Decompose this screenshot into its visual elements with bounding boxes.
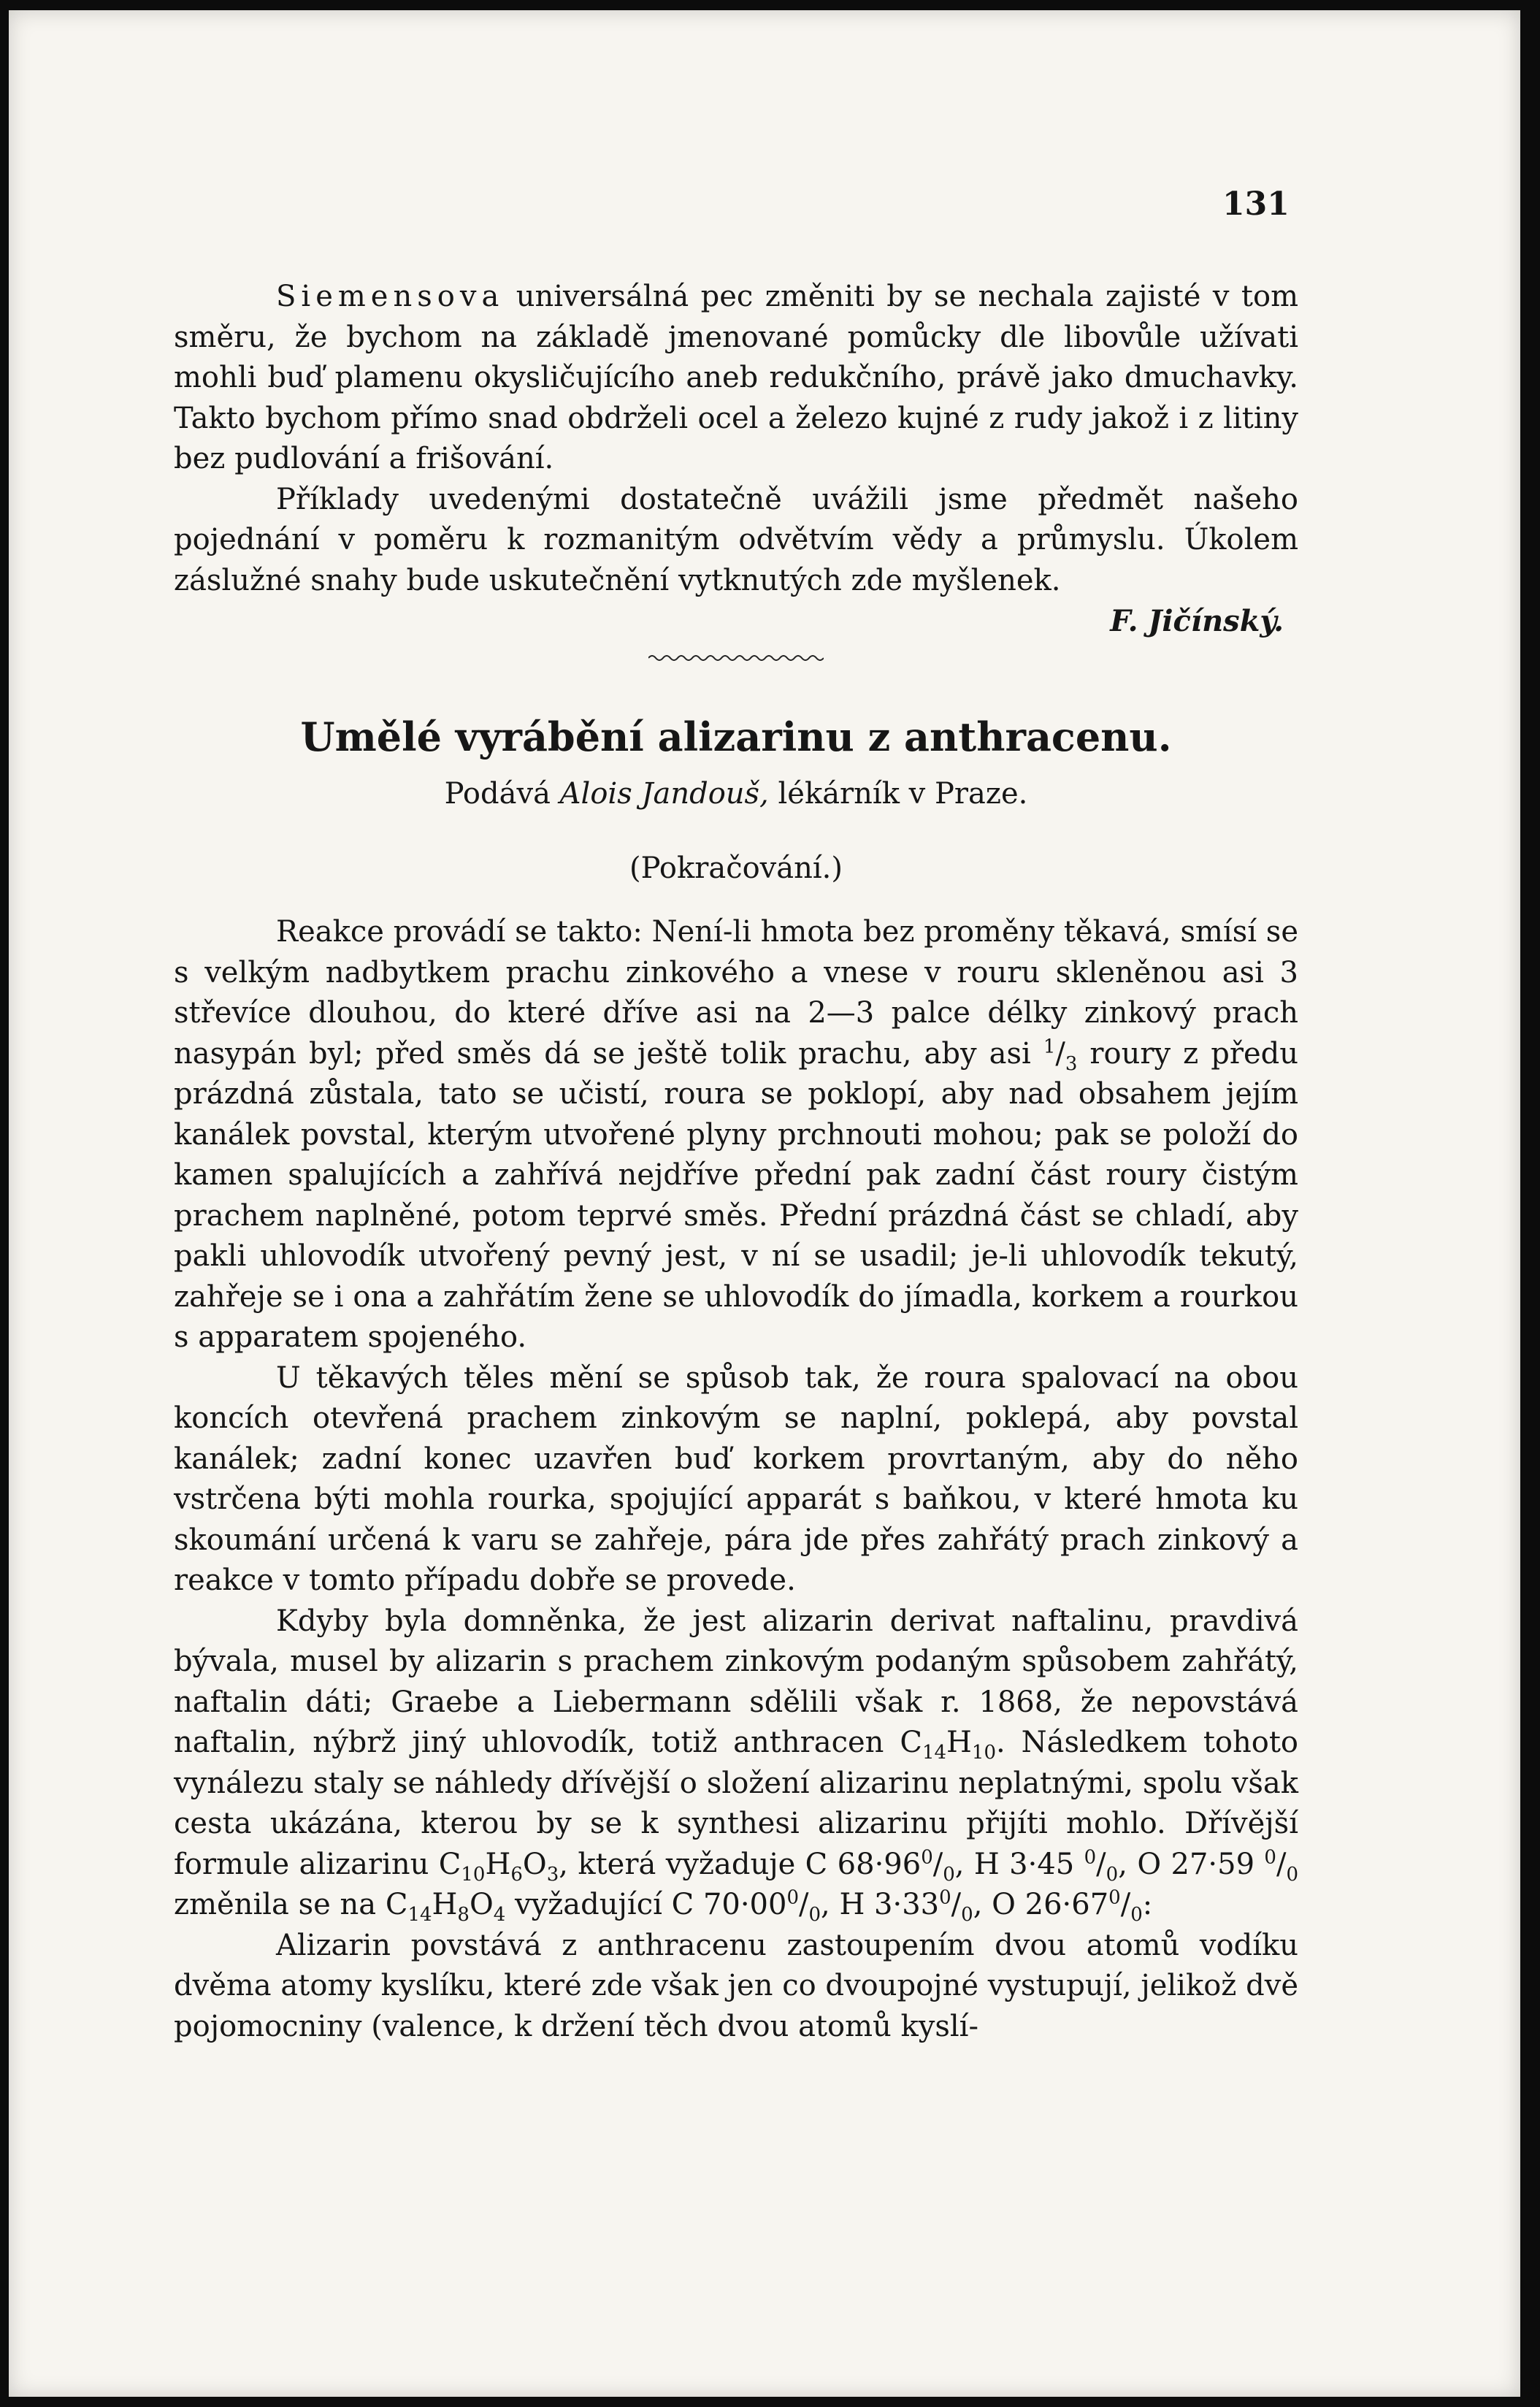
byline-author: Alois Jandouš,	[559, 777, 769, 811]
paragraph-anthracene	[174, 1602, 1298, 1926]
subscript: 3	[546, 1863, 559, 1886]
element-symbol: C	[438, 1847, 461, 1881]
subscript: 4	[493, 1904, 506, 1926]
formula-old-alizarin	[438, 1847, 559, 1886]
fraction-slash: /	[1055, 1036, 1065, 1071]
text-run: vyžadující C 70·00	[505, 1888, 787, 1921]
paragraph-conclusion: Příklady uvedenými dostatečně uvážili jsme předmět našeho pojednání v poměru k rozmanitým odvětvím vědy a průmyslu. Úkolem záslužné snahy bude uskutečnění vytknutých zde myšlenek.	[174, 482, 1298, 597]
text-run: . Následkem tohoto vynálezu staly se náhledy dřívější o složení alizarinu neplatnými, spolu však cesta ukázána, kterou by se k synthesi alizarinu přijíti mohlo. Dřívější formule alizarinu	[174, 1726, 1298, 1881]
subscript: 8	[457, 1904, 470, 1926]
percent-sign: $^0/_0$	[1264, 1846, 1298, 1886]
text-run: , O 27·59	[1118, 1847, 1265, 1881]
continued-note: (Pokračování.)	[629, 851, 843, 885]
paragraph-alizarin-formation: Alizarin povstává z anthracenu zastoupením dvou atomů vodíku dvěma atomy kyslíku, které zde však jen co dvoupojné vystupují, jelikož dvě pojomocniny (valence, k držení těch dvou atomů kyslí-	[174, 1928, 1298, 2043]
text-run: , která vyžaduje C 68·96	[559, 1847, 922, 1881]
fraction-numerator: 1	[1043, 1036, 1056, 1058]
subscript: 6	[510, 1863, 523, 1886]
percent-sign: $^0/_0$	[1108, 1886, 1143, 1926]
percent-sign: $^0/_0$	[786, 1886, 821, 1926]
article-body	[174, 912, 1298, 2047]
text-run: , H 3·45	[954, 1847, 1084, 1881]
element-symbol: H	[432, 1888, 458, 1921]
spaced-name: Siemensova	[276, 280, 505, 313]
text-run: Kdyby byla domněnka, že jest alizarin derivat naftalinu, pravdivá bývala, musel by alizarin s prachem zinkovým podaným spůsobem zahřátý, naftalin dáti; Graebe a Liebermann sdělili však r. 1868, že nepovstává naftalin, nýbrž jiný uhlovodík, totiž anthracen	[174, 1604, 1298, 1759]
element-symbol: H	[946, 1726, 972, 1759]
percent-sign: $^0/_0$	[921, 1846, 955, 1886]
paragraph-siemens-furnace	[174, 277, 1298, 480]
text-run: , O 26·67	[973, 1888, 1109, 1921]
previous-article-ending	[174, 277, 1298, 664]
formula-anthracene	[900, 1726, 997, 1764]
article-byline	[174, 774, 1298, 815]
formula-new-alizarin	[385, 1888, 506, 1926]
paragraph-volatile-bodies: U těkavých těles mění se spůsob tak, že roura spalovací na obou koncích otevřená prachem zinkovým se naplní, poklepá, aby povstal kanálek; zadní konec uzavřen buď korkem provrtaným, aby do něho vstrčena býti mohla rourka, spojující apparát s baňkou, v které hmota ku skoumání určená k varu se zahřeje, pára jde přes zahřátý prach zinkový a reakce v tomto případu dobře se provede.	[174, 1361, 1298, 1597]
element-symbol: H	[485, 1847, 511, 1881]
percent-sign: $^0/_0$	[939, 1886, 973, 1926]
text-run: roury z předu prázdná zůstala, tato se učistí, roura se poklopí, aby nad obsahem jejím kanálek povstal, kterým utvořené plyny prchnouti mohou; pak se položí do kamen spalujících a zahřívá nejdříve přední pak zadní část roury čistým prachem naplněné, potom teprvé směs. Přední prázdná část se chladí, aby pakli uhlovodík utvořený pevný jest, v ní se usadil; je-li uhlovodík tekutý, zahřeje se i ona a zahřátím žene se uhlovodík do jímadla, korkem a rourkou s apparatem spojeného.	[174, 1036, 1298, 1354]
book-page	[9, 10, 1520, 2397]
fraction-denominator: 3	[1065, 1052, 1078, 1075]
text-run: změnila se na	[174, 1888, 386, 1921]
element-symbol: C	[900, 1726, 922, 1759]
text-run: , H 3·33	[821, 1888, 940, 1921]
article-title: Umělé vyrábění alizarinu z anthracenu.	[300, 713, 1172, 760]
subscript: 10	[971, 1742, 997, 1764]
element-symbol: C	[385, 1888, 408, 1921]
wavy-divider	[648, 652, 824, 664]
article-header	[174, 711, 1298, 889]
subscript: 14	[407, 1904, 432, 1926]
element-symbol: O	[522, 1847, 547, 1881]
text-run: Reakce provádí se takto: Není-li hmota bez proměny těkavá, smísí se s velkým nadbytkem prachu zinkového a vnese v rouru skleněnou asi 3 střevíce dlouhou, do které dříve asi na 2—3 palce délky zinkový prach nasypán byl; před směs dá se ještě tolik prachu, aby asi	[174, 915, 1298, 1071]
byline-suffix: lékárník v Praze.	[778, 777, 1028, 811]
subscript: 14	[922, 1742, 947, 1764]
subscript: 10	[461, 1863, 486, 1886]
author-signature: F. Jičínský.	[1110, 604, 1284, 638]
text-run: :	[1142, 1888, 1153, 1921]
page-number: 131	[1222, 185, 1290, 223]
paragraph-reaction	[174, 912, 1298, 1358]
percent-sign: $^0/_0$	[1084, 1846, 1119, 1886]
element-symbol: O	[469, 1888, 494, 1921]
paragraph-text: universálná pec změniti by se nechala zajisté v tom směru, že bychom na základě jmenované pomůcky dle libovůle užívati mohli buď plamenu okysličujícího aneb redukčního, právě jako dmuchavky. Takto bychom přímo snad obdrželi ocel a železo kujné z rudy jakož i z litiny bez pudlování a frišování.	[174, 280, 1298, 475]
byline-prefix: Podává	[444, 777, 551, 811]
